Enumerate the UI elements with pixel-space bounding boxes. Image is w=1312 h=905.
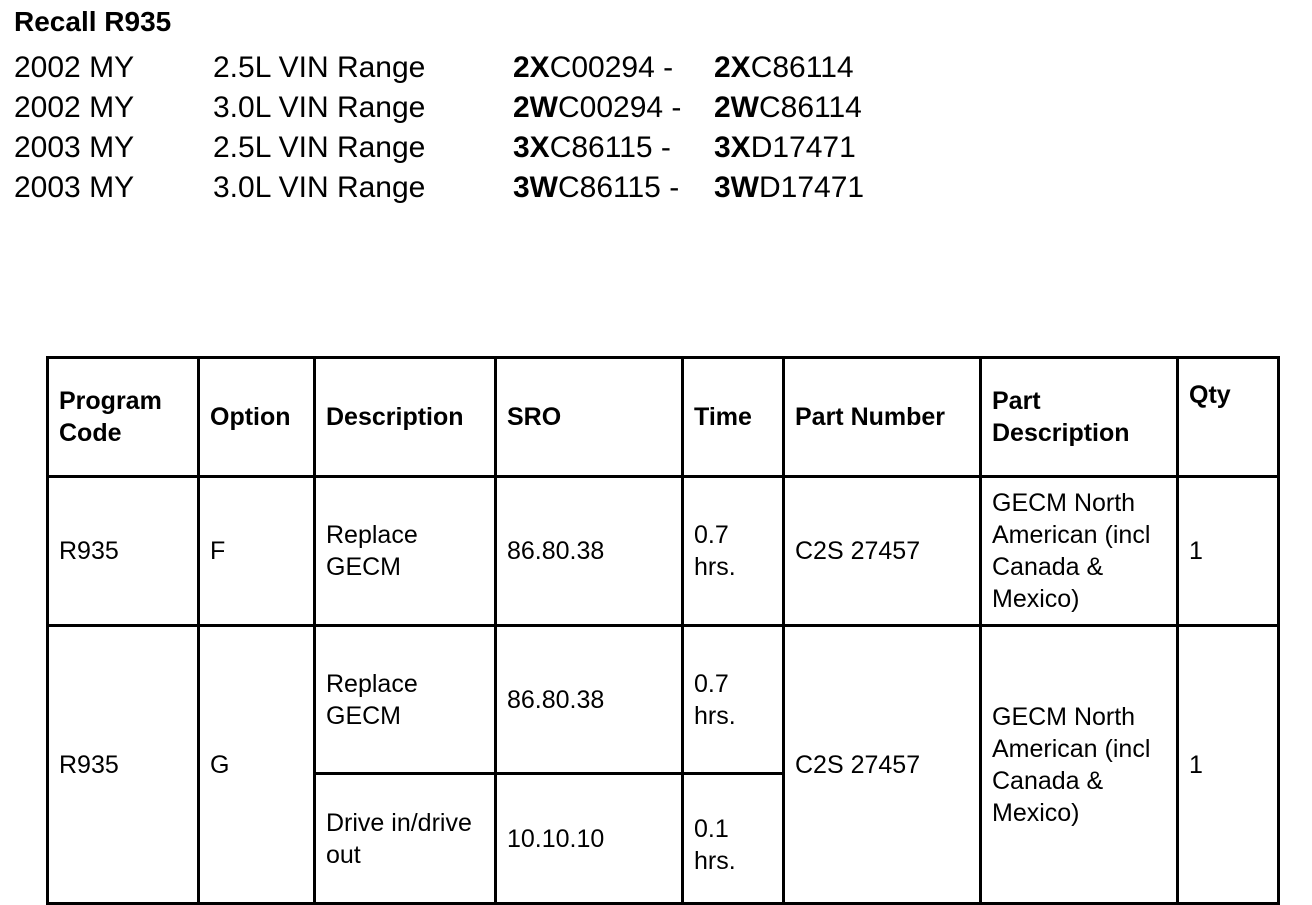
vin-to-prefix: 2W [714, 91, 759, 124]
cell-description: Replace GECM [315, 626, 496, 774]
vin-to [714, 168, 864, 208]
cell-sro: 86.80.38 [496, 626, 683, 774]
recall-table [46, 356, 1280, 905]
vin-from-prefix: 3X [513, 131, 550, 164]
vin-to [714, 88, 862, 128]
table-header-row [48, 358, 1279, 477]
cell-qty: 1 [1178, 626, 1279, 904]
model-year: 2002 MY [14, 91, 135, 124]
cell-part-number: C2S 27457 [784, 477, 981, 626]
vin-from [513, 128, 679, 168]
model-year: 2002 MY [14, 51, 135, 84]
vin-from-suffix: C00294 [549, 51, 655, 84]
vin-separator: - [663, 91, 690, 124]
vin-from-suffix: C86115 [549, 131, 653, 164]
vin-from [513, 88, 690, 128]
cell-option: G [199, 626, 315, 904]
vin-from-suffix: C00294 [558, 91, 664, 124]
cell-program-code: R935 [48, 626, 199, 904]
header-option: Option [199, 358, 315, 477]
vin-from-prefix: 2W [513, 91, 558, 124]
vin-to-prefix: 3X [714, 131, 751, 164]
engine-vin-range: 2.5L VIN Range [213, 51, 426, 84]
cell-description: Drive in/drive out [315, 774, 496, 904]
table-row [48, 626, 1279, 774]
vin-separator: - [660, 171, 688, 204]
vin-to [714, 48, 854, 88]
header-part-description: Part Description [981, 358, 1178, 477]
vin-from-prefix: 2X [513, 51, 550, 84]
engine-vin-range: 3.0L VIN Range [213, 91, 426, 124]
header-description: Description [315, 358, 496, 477]
cell-program-code: R935 [48, 477, 199, 626]
cell-time: 0.7 hrs. [683, 477, 784, 626]
model-year: 2003 MY [14, 131, 135, 164]
cell-part-description: GECM North American (incl Canada & Mexico) [981, 477, 1178, 626]
table-row [48, 477, 1279, 626]
cell-sro: 10.10.10 [496, 774, 683, 904]
vin-separator: - [654, 51, 682, 84]
vin-from-suffix: C86115 [558, 171, 661, 204]
page-title: Recall R935 [14, 6, 172, 37]
header-program-code: Program Code [48, 358, 199, 477]
vin-to-prefix: 3W [714, 171, 759, 204]
vin-to-suffix: D17471 [750, 131, 856, 164]
engine-vin-range: 2.5L VIN Range [213, 131, 426, 164]
header-qty: Qty [1178, 358, 1279, 477]
header-sro: SRO [496, 358, 683, 477]
engine-vin-range: 3.0L VIN Range [213, 171, 426, 204]
cell-option: F [199, 477, 315, 626]
cell-time: 0.7 hrs. [683, 626, 784, 774]
model-year: 2003 MY [14, 171, 135, 204]
cell-part-description: GECM North American (incl Canada & Mexico) [981, 626, 1178, 904]
vin-to [714, 128, 856, 168]
vin-to-suffix: C86114 [750, 51, 854, 84]
cell-sro: 86.80.38 [496, 477, 683, 626]
vin-from [513, 168, 688, 208]
vin-to-suffix: C86114 [759, 91, 862, 124]
cell-qty: 1 [1178, 477, 1279, 626]
cell-description: Replace GECM [315, 477, 496, 626]
cell-time: 0.1 hrs. [683, 774, 784, 904]
vin-from-prefix: 3W [513, 171, 558, 204]
vin-to-prefix: 2X [714, 51, 751, 84]
cell-part-number: C2S 27457 [784, 626, 981, 904]
vin-separator: - [652, 131, 680, 164]
header-part-number: Part Number [784, 358, 981, 477]
header-time: Time [683, 358, 784, 477]
vin-to-suffix: D17471 [759, 171, 865, 204]
vin-from [513, 48, 681, 88]
